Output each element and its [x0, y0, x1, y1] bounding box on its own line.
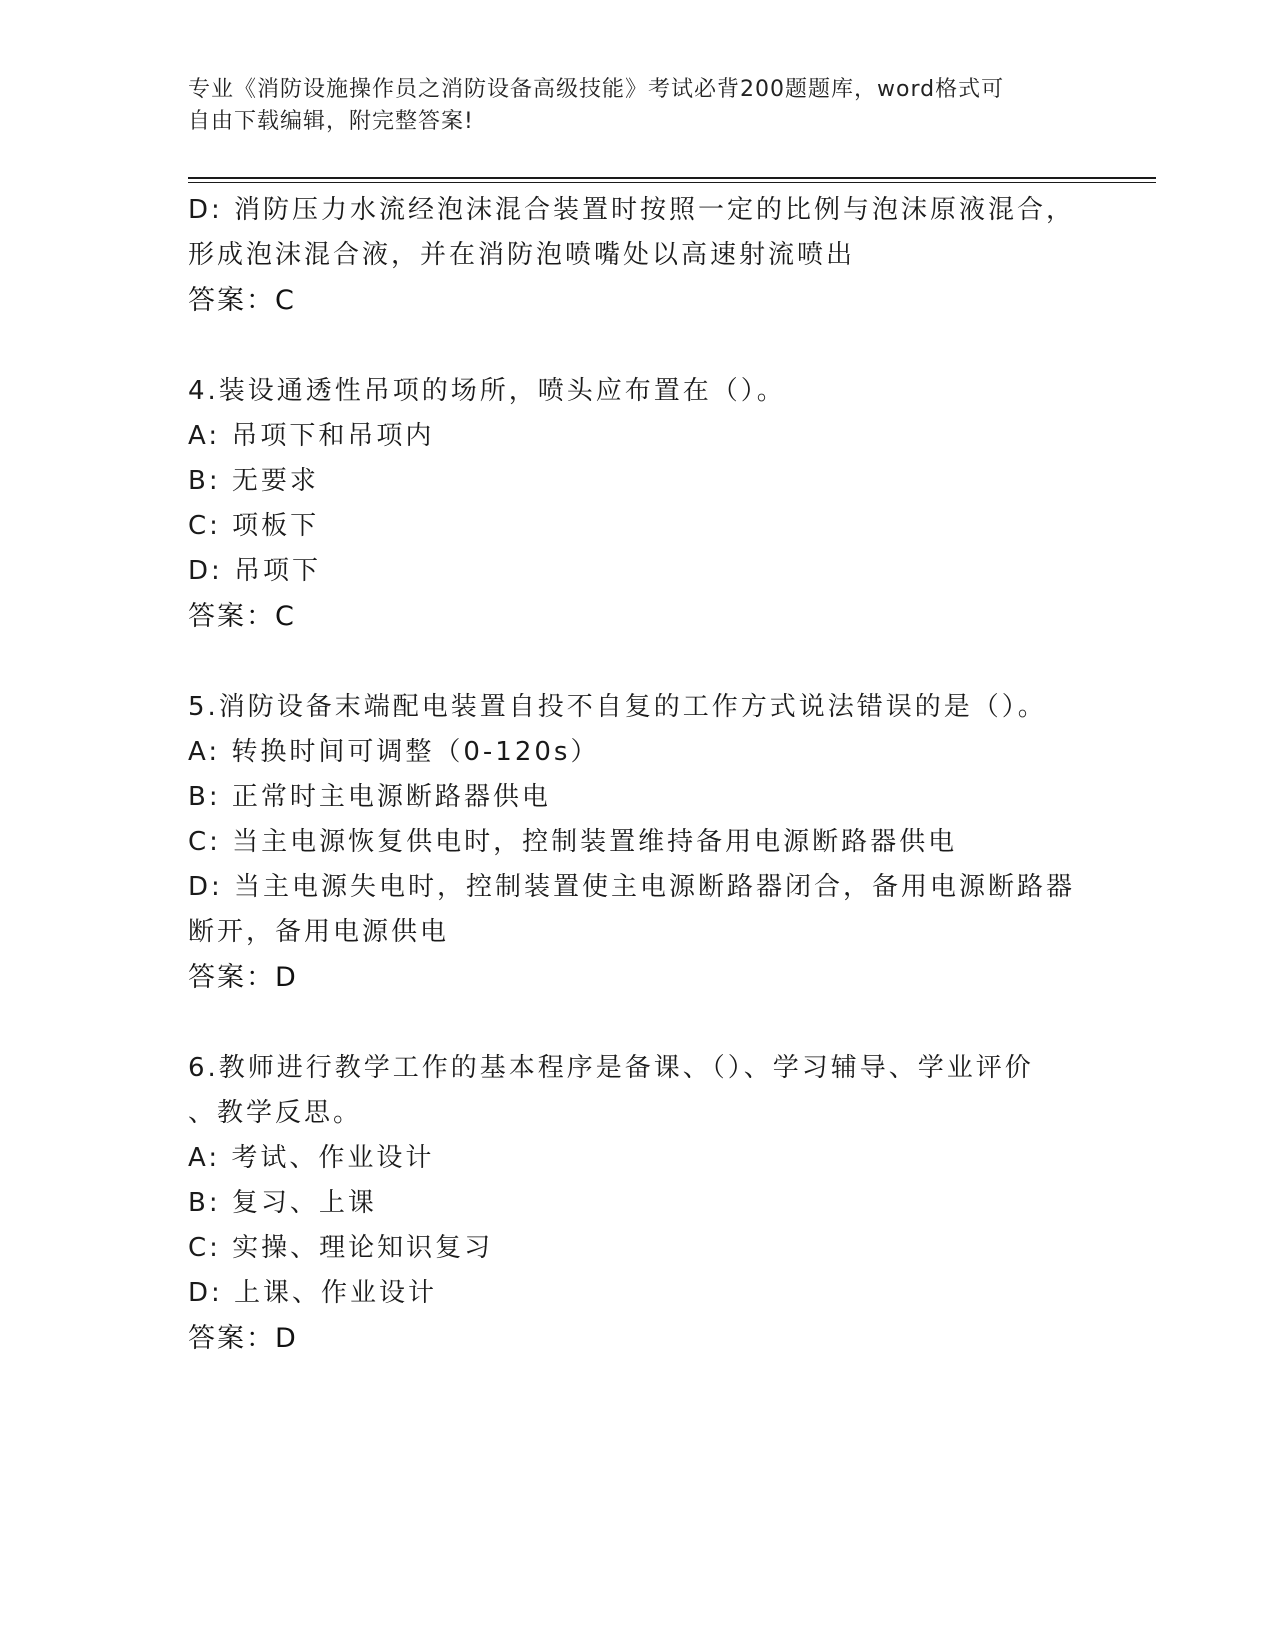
previous-question-tail [188, 188, 1088, 324]
option-a: A: 考试、作业设计 [188, 1143, 435, 1173]
spacer [188, 1001, 1088, 1046]
option-d-line-2: 形成泡沫混合液，并在消防泡喷嘴处以高速射流喷出 [188, 240, 856, 270]
header-divider-thin [188, 182, 1156, 183]
header-divider-thick [188, 177, 1156, 179]
question-stem-line-2: 、教学反思。 [188, 1098, 363, 1128]
option-a: A: 吊项下和吊项内 [188, 421, 435, 451]
option-c: C: 项板下 [188, 511, 320, 541]
option-b: B: 无要求 [188, 466, 319, 496]
option-d: D: 上课、作业设计 [188, 1278, 438, 1308]
option-c: C: 实操、理论知识复习 [188, 1233, 494, 1263]
option-c: C: 当主电源恢复供电时，控制装置维持备用电源断路器供电 [188, 827, 958, 857]
question-stem-line-1: 6.教师进行教学工作的基本程序是备课、（）、学习辅导、学业评价 [188, 1053, 1034, 1083]
option-a: A: 转换时间可调整（0-120s） [188, 737, 600, 767]
question-stem: 4.装设通透性吊项的场所，喷头应布置在（）。 [188, 376, 786, 406]
question-6 [188, 1046, 1088, 1362]
answer-line: 答案：D [188, 962, 298, 993]
option-b: B: 复习、上课 [188, 1188, 377, 1218]
answer-line: 答案：D [188, 1323, 298, 1354]
option-d-line-1: D: 消防压力水流经泡沫混合装置时按照一定的比例与泡沫原液混合， [188, 195, 1076, 225]
spacer [188, 640, 1088, 685]
question-4 [188, 369, 1088, 640]
question-content [188, 188, 1088, 1362]
document-header [188, 74, 1088, 138]
answer-line: 答案：C [188, 285, 296, 316]
question-5 [188, 685, 1088, 1001]
option-d-line-2: 断开，备用电源供电 [188, 917, 450, 947]
option-d: D: 吊项下 [188, 556, 322, 586]
answer-line: 答案：C [188, 601, 296, 632]
question-stem: 5.消防设备末端配电装置自投不自复的工作方式说法错误的是（）。 [188, 692, 1047, 722]
header-line-1: 专业《消防设施操作员之消防设备高级技能》考试必背200题题库，word格式可 [188, 77, 1005, 102]
option-b: B: 正常时主电源断路器供电 [188, 782, 551, 812]
spacer [188, 324, 1088, 369]
option-d-line-1: D: 当主电源失电时，控制装置使主电源断路器闭合，备用电源断路器 [188, 872, 1076, 902]
header-line-2: 自由下载编辑，附完整答案! [188, 109, 474, 134]
